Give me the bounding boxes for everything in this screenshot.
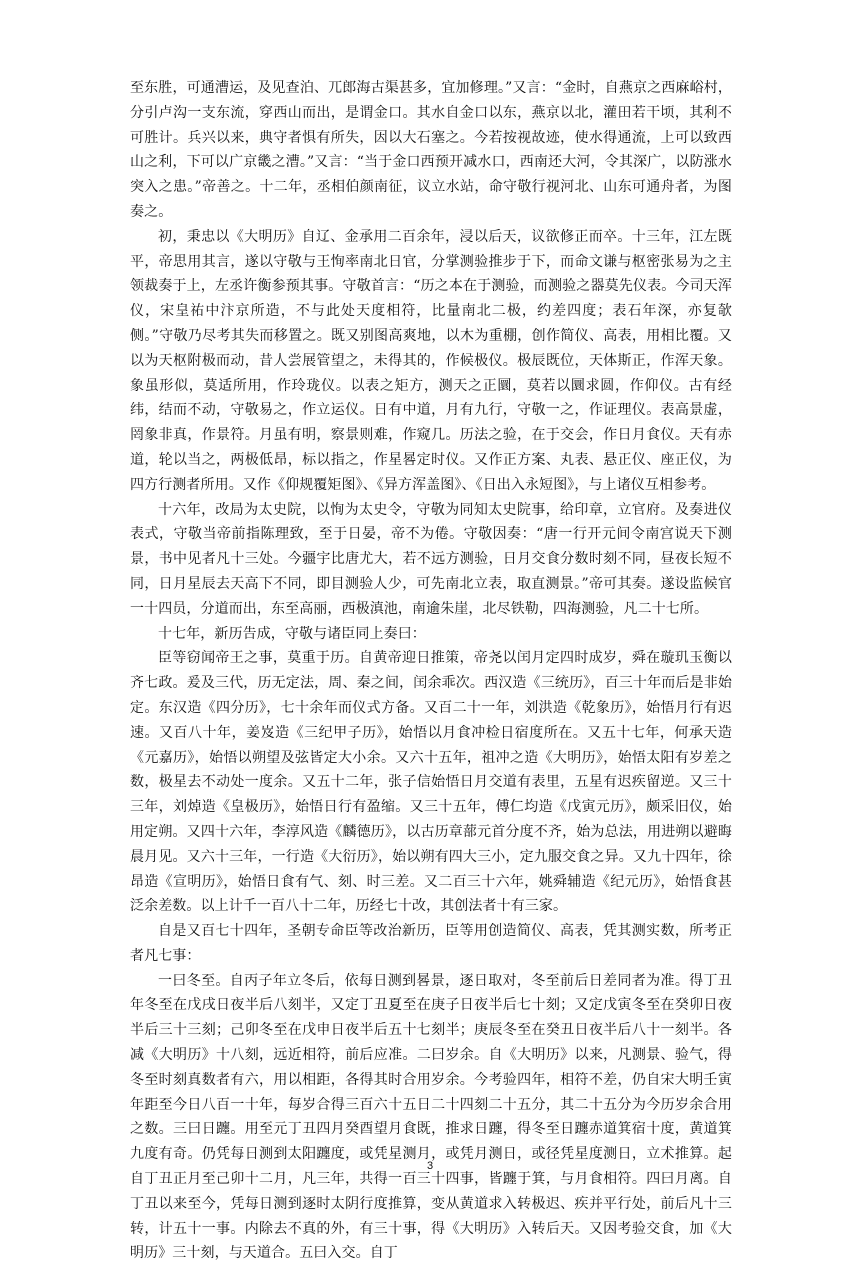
paragraph-new-calendar: 十七年，新历告成，守敬与诸臣同上奏曰： [158,625,426,642]
page-number: 3 [426,1160,434,1172]
paragraph-seven-matters: 一曰冬至。自丙子年立冬后，依每日测到晷景，逐日取对，冬至前后日差同者为准。得丁丑年冬至在戊戌日夜半后八刻半，又定丁丑夏至在庚子日夜半后七十刻；又定戊寅冬至在癸卯日夜半后三十三刻；己卯冬至在戊申日夜半后五十七刻半；庚辰冬至在癸丑日夜半后八十一刻半。各减《大明历》十八刻，远近相符，前后应准。二曰岁余。自《大明历》以来，凡测景、验气，得冬至时刻真数者有六，用以相距，各得其时合用岁余。今考验四年，相符不差，仍自宋大明壬寅年距至今日八百一十年，每岁合得三百六十五日二十四刻二十五分，其二十五分为今历岁余合用之数。三曰日躔。用至元丁丑四月癸酉望月食既，推求日躔，得冬至日躔赤道箕宿十度，黄道箕九度有奇。仍凭每日测到太阳躔度，或凭星测月，或凭月测日，或径凭星度测日，立术推算。起自丁丑正月至己卯十二月，凡三年，共得一百三十四事，皆躔于箕，与月食相符。四曰月离。自丁丑以来至今，凭每日测到逐时太阴行度推算，变从黄道求入转极迟、疾并平行处，前后凡十三转，计五十一事。内除去不真的外，有三十事，得《大明历》入转后天。又因考验交食，加《大明历》三十刻，与天道合。五曰入交。自丁 [130,972,732,1262]
body-text [130,76,732,1266]
paragraph-observatory: 十六年，改局为太史院，以恂为太史令，守敬为同知太史院事，给印章，立官府。及奏进仪表式，守敬当帝前指陈理致，至于日晏，帝不为倦。守敬因奏：“唐一行开元间令南宫说天下测景，书中见者凡十三处。今疆宇比唐尤大，若不远方测验，日月交食分数时刻不同，昼夜长短不同，日月星辰去天高下不同，即目测验人少，可先南北立表，取直测景。”帝可其奏。遂设监候官一十四员，分道而出，东至高丽，西极滇池，南逾朱崖，北尽铁勒，四海测验，凡二十七所。 [130,501,732,617]
paragraph-canal-report: 至东胜，可通漕运，及见查泊、兀郎海古渠甚多，宜加修理。”又言：“金时，自燕京之西麻峪村，分引卢沟一支东流，穿西山而出，是谓金口。其水自金口以东，燕京以北，灌田若干顷，其利不可胜计。兵兴以来，典守者惧有所失，因以大石塞之。今若按视故迹，使水得通流，上可以致西山之利，下可以广京畿之漕。”又言：“当于金口西预开减水口，西南还大河，令其深广，以防涨水突入之患。”帝善之。十二年，丞相伯颜南征，议立水站，命守敬行视河北、山东可通舟者，为图奏之。 [130,80,732,220]
paragraph-seven-matters-intro: 自是又百七十四年，圣朝专命臣等改治新历，臣等用创造简仪、高表，凭其测实数，所考正者凡七事： [130,923,732,964]
paragraph-instruments: 初，秉忠以《大明历》自辽、金承用二百余年，浸以后天，议欲修正而卒。十三年，江左既平，帝思用其言，遂以守敬与王恂率南北日官，分掌测验推步于下，而命文谦与枢密张易为之主领裁奏于上，左丞许衡参预其事。守敬首言：“历之本在于测验，而测验之器莫先仪表。今司天浑仪，宋皇祐中汴京所造，不与此处天度相符，比量南北二极，约差四度；表石年深，亦复欹侧。”守敬乃尽考其失而移置之。既又别图高爽地，以木为重棚，创作简仪、高表，用相比覆。又以为天枢附极而动，昔人尝展管望之，未得其的，作候极仪。极辰既位，天体斯正，作浑天象。象虽形似，莫适所用，作玲珑仪。以表之矩方，测天之正圜，莫若以圜求圆，作仰仪。古有经纬，结而不动，守敬易之，作立运仪。日有中道，月有九行，守敬一之，作证理仪。表高景虚，罔象非真，作景符。月虽有明，察景则难，作窥几。历法之验，在于交会，作日月食仪。天有赤道，轮以当之，两极低昂，标以指之，作星晷定时仪。又作正方案、丸表、悬正仪、座正仪，为四方行测者所用。又作《仰规覆矩图》、《异方浑盖图》、《日出入永短图》，与上诸仪互相参考。 [130,228,732,493]
paragraph-memorial-history: 臣等窃闻帝王之事，莫重于历。自黄帝迎日推策，帝尧以闰月定四时成岁，舜在璇玑玉衡以齐七政。爰及三代，历无定法，周、秦之间，闰余乖次。西汉造《三统历》，百三十年而后是非始定。东汉造《四分历》，七十余年而仪式方备。又百二十一年，刘洪造《乾象历》，始悟月行有迟速。又百八十年，姜岌造《三纪甲子历》，始悟以月食冲检日宿度所在。又五十七年，何承天造《元嘉历》，始悟以朔望及弦皆定大小余。又六十五年，祖冲之造《大明历》，始悟太阳有岁差之数，极星去不动处一度余。又五十二年，张子信始悟日月交道有表里，五星有迟疾留逆。又三十三年，刘焯造《皇极历》，始悟日行有盈缩。又三十五年，傅仁均造《戊寅元历》，颇采旧仪，始用定朔。又四十六年，李淳风造《麟德历》，以古历章蔀元首分度不齐，始为总法，用进朔以避晦晨月见。又六十三年，一行造《大衍历》，始以朔有四大三小，定九服交食之异。又九十四年，徐昂造《宣明历》，始悟日食有气、刻、时三差。又二百三十六年，姚舜辅造《纪元历》，始悟食甚泛余差数。以上计千一百八十二年，历经七十改，其创法者十有三家。 [130,650,732,915]
